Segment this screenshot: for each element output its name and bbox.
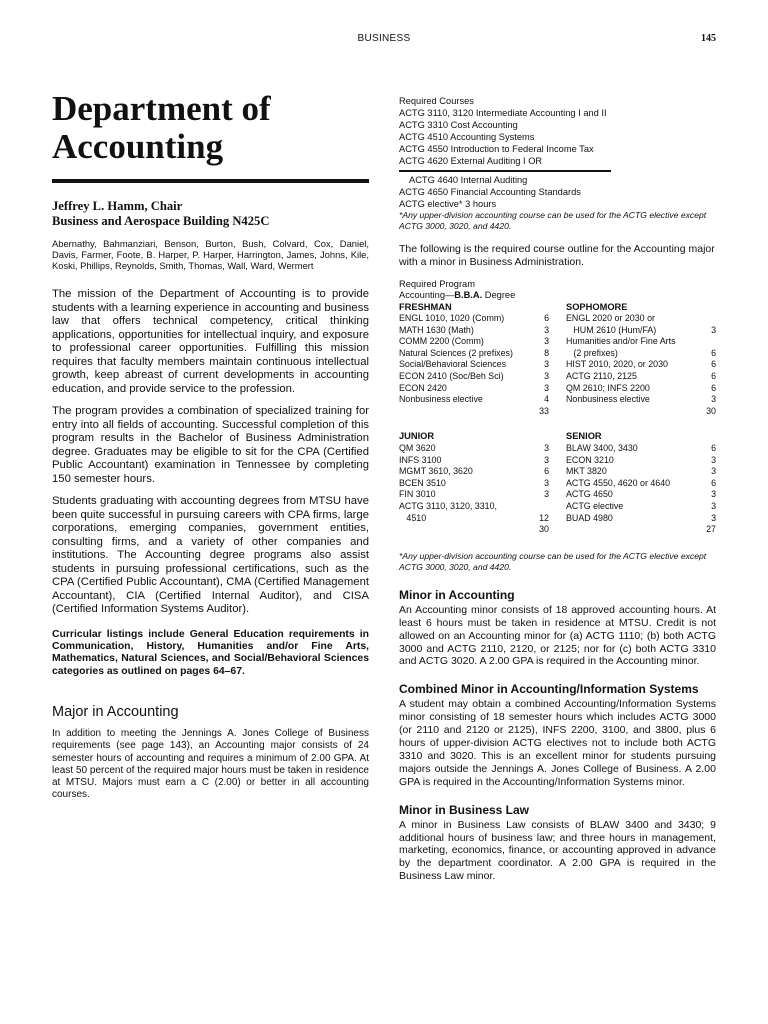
course-hours: 6 bbox=[711, 359, 716, 370]
course-hours bbox=[533, 501, 549, 513]
course-hours: 3 bbox=[544, 336, 549, 347]
course-hours: 3 bbox=[711, 512, 716, 523]
total-hours: 27 bbox=[706, 524, 716, 535]
course-row bbox=[399, 478, 549, 490]
course-row bbox=[566, 348, 716, 360]
course-row bbox=[399, 348, 549, 360]
required-course-item: ACTG 4640 Internal Auditing bbox=[409, 174, 528, 185]
minor-business-law-heading: Minor in Business Law bbox=[399, 802, 530, 817]
required-course-item: ACTG 4620 External Auditing I OR bbox=[399, 156, 543, 166]
total-spacer bbox=[399, 524, 533, 536]
total-spacer bbox=[399, 406, 533, 418]
course-name: ENGL 2020 or 2030 or bbox=[566, 313, 655, 324]
year-grid-lower bbox=[399, 431, 716, 535]
course-name: (2 prefixes) bbox=[566, 347, 618, 358]
course-row bbox=[399, 489, 549, 501]
freshman-column bbox=[399, 302, 549, 418]
course-name: QM 3620 bbox=[399, 443, 436, 454]
course-row bbox=[399, 466, 549, 478]
required-course-item: ACTG elective* 3 hours bbox=[399, 198, 497, 209]
course-hours: 8 bbox=[544, 347, 549, 358]
course-hours: 3 bbox=[544, 382, 549, 393]
required-courses-rule bbox=[399, 170, 611, 172]
course-name: Social/Behavioral Sciences bbox=[399, 359, 507, 370]
course-hours: 3 bbox=[544, 371, 549, 382]
course-row bbox=[566, 478, 716, 490]
course-name: ACTG elective bbox=[566, 501, 624, 511]
total-spacer bbox=[566, 524, 700, 536]
course-hours: 6 bbox=[711, 443, 716, 454]
course-row bbox=[399, 455, 549, 467]
sophomore-column bbox=[566, 302, 716, 418]
course-row bbox=[399, 359, 549, 371]
course-name: Nonbusiness elective bbox=[566, 394, 650, 405]
degree-prefix: Accounting— bbox=[399, 290, 455, 300]
curricular-note: Curricular listings include General Education requirements in Communication, History, Humanities and/or Fine Arts, Mathematics, Natural Sciences, and Social/Behavioral Sciences categories as outlined on pages 64–67. bbox=[52, 628, 369, 677]
course-row bbox=[399, 336, 549, 348]
course-name: HUM 2610 (Hum/FA) bbox=[566, 324, 657, 335]
course-hours: 6 bbox=[711, 382, 716, 393]
course-name: ACTG 4550, 4620 or 4640 bbox=[566, 477, 671, 488]
course-name: ACTG 4650 bbox=[566, 489, 613, 500]
course-hours: 6 bbox=[544, 466, 549, 477]
course-name: Nonbusiness elective bbox=[399, 394, 483, 405]
course-hours: 6 bbox=[711, 371, 716, 382]
senior-column bbox=[566, 431, 716, 535]
program-title bbox=[399, 279, 716, 302]
course-row bbox=[399, 325, 549, 337]
minor-business-law-body: A minor in Business Law consists of BLAW 3400 and 3430; 9 additional hours of business law; and three hours in management, marketing, economics, finance, or accounting approved in advance by the department coordinator. A 2.00 GPA is required in the Business Law minor. bbox=[399, 818, 716, 883]
page-number: 145 bbox=[701, 33, 716, 44]
senior-heading: SENIOR bbox=[566, 431, 602, 442]
course-row bbox=[566, 336, 716, 348]
course-name: FIN 3010 bbox=[399, 489, 436, 500]
total-hours: 30 bbox=[539, 524, 549, 535]
total-spacer bbox=[566, 406, 700, 418]
course-name: ACTG 3110, 3120, 3310, bbox=[399, 501, 498, 511]
total-row bbox=[566, 524, 716, 536]
page-header bbox=[0, 33, 768, 49]
course-name: ENGL 1010, 1020 (Comm) bbox=[399, 313, 505, 324]
course-row bbox=[566, 359, 716, 371]
outline-intro: The following is the required course outline for the Accounting major with a minor in Business Administration. bbox=[399, 242, 715, 268]
course-name: BCEN 3510 bbox=[399, 477, 446, 488]
minor-combined-body: A student may obtain a combined Accounting/Information Systems minor consisting of 18 semester hours which includes ACTG 3000 (or 2110 and 2120 or 2125), INFS 2200, 3100, and 3800, plus 6 hours of upper-division ACTG electives not to include both ACTG 3310 and 3020. This is an excellent minor for students pursuing majors outside the Jennings A. Jones College of Business. A 2.00 GPA is required in the Accounting/Information Systems minor. bbox=[399, 698, 716, 788]
department-title-line1: Department of bbox=[52, 89, 271, 128]
course-row bbox=[566, 513, 716, 525]
required-course-item: ACTG 3110, 3120 Intermediate Accounting I and II bbox=[399, 108, 607, 118]
course-hours: 6 bbox=[711, 477, 716, 488]
total-row bbox=[399, 406, 549, 418]
junior-heading: JUNIOR bbox=[399, 431, 435, 442]
minor-combined-heading: Combined Minor in Accounting/Information Systems bbox=[399, 682, 699, 697]
course-hours: 3 bbox=[544, 477, 549, 488]
course-hours: 3 bbox=[711, 466, 716, 477]
course-row bbox=[566, 443, 716, 455]
degree-suffix: Degree bbox=[482, 290, 516, 300]
course-row bbox=[566, 394, 716, 406]
junior-column bbox=[399, 431, 549, 535]
title-rule bbox=[52, 179, 369, 183]
sophomore-heading: SOPHOMORE bbox=[566, 301, 628, 312]
year-grid-upper bbox=[399, 302, 716, 418]
building-location: Business and Aerospace Building N425C bbox=[52, 214, 270, 228]
program-footnote: *Any upper-division accounting course can be used for the ACTG elective except ACTG 3000, 3020, and 4420. bbox=[399, 550, 707, 573]
course-name: MATH 1630 (Math) bbox=[399, 324, 474, 335]
course-hours: 3 bbox=[711, 501, 716, 511]
course-name: COMM 2200 (Comm) bbox=[399, 336, 484, 347]
degree-abbrev: B.B.A. bbox=[454, 290, 483, 300]
minor-accounting-body: An Accounting minor consists of 18 approved accounting hours. At least 6 hours must be taken in residence at MTSU. Credit is not allowed on an Accounting minor for (a) ACTG 1110; (b) both ACTG 3000 and ACTG 2110, 2120, or 2125; nor for (c) both ACTG 3310 and ACTG 3020. A 2.00 GPA is required in the Accounting minor. bbox=[399, 603, 716, 668]
faculty-list: Abernathy, Bahmanziari, Benson, Burton, Bush, Colvard, Cox, Daniel, Davis, Farmer, Foote, B. Harper, P. Harper, Harrington, James, Johns, Kile, Koski, Phillips, Reynolds, Smith, Thomas, Wall, Ward, Wermert bbox=[52, 238, 369, 271]
total-hours: 30 bbox=[706, 405, 716, 416]
required-course-item: ACTG 3310 Cost Accounting bbox=[399, 120, 518, 130]
course-row bbox=[399, 394, 549, 406]
total-row bbox=[399, 524, 549, 536]
course-row bbox=[566, 466, 716, 478]
required-course-item: ACTG 4650 Financial Accounting Standards bbox=[399, 186, 581, 197]
course-hours: 4 bbox=[544, 394, 549, 405]
course-name: ECON 3210 bbox=[566, 454, 614, 465]
department-title-line2: Accounting bbox=[52, 127, 224, 166]
total-row bbox=[566, 406, 716, 418]
course-hours: 6 bbox=[544, 313, 549, 324]
course-name: BLAW 3400, 3430 bbox=[566, 443, 638, 454]
left-column bbox=[52, 90, 369, 801]
course-name: HIST 2010, 2020, or 2030 bbox=[566, 359, 668, 370]
course-row bbox=[399, 443, 549, 455]
careers-paragraph: Students graduating with accounting degrees from MTSU have been quite successful in pursuing careers with CPA firms, large corporations, emerging companies, government entities, consulting firms, and a variety of other companies and institutions. The Accounting degree programs also assist students in pursuing professional certifications, such as the CPA (Certified Public Accountant), CMA (Certified Management Accountant), CIA (Certified Internal Auditor), and CISA (Certified Information Systems Auditor). bbox=[52, 495, 369, 615]
mission-paragraph: The mission of the Department of Accounting is to provide students with a learning experience in accounting and business law that offers technical competency, critical thinking applications, opportunities for intellectual inquiry, and exposure to professional career opportunities. Fulfilling this mission requires that faculty members maintain continuous intellectual growth, keep abreast of current developments in accounting education, and provide service to the profession. bbox=[52, 288, 369, 395]
course-row bbox=[566, 489, 716, 501]
required-course-item: ACTG 4550 Introduction to Federal Income Tax bbox=[399, 144, 594, 154]
right-column bbox=[399, 95, 716, 883]
freshman-heading: FRESHMAN bbox=[399, 301, 452, 312]
total-hours: 33 bbox=[539, 405, 549, 416]
course-row bbox=[399, 501, 549, 513]
course-name: BUAD 4980 bbox=[566, 512, 613, 523]
chair-name: Jeffrey L. Hamm, Chair bbox=[52, 199, 183, 213]
course-row bbox=[566, 501, 716, 513]
course-hours bbox=[700, 336, 716, 348]
course-hours: 6 bbox=[711, 347, 716, 358]
elective-footnote: *Any upper-division accounting course can be used for the ACTG elective except ACTG 3000, 3020, and 4420. bbox=[399, 209, 707, 231]
required-courses-heading: Required Courses bbox=[399, 96, 474, 106]
course-hours: 3 bbox=[711, 454, 716, 465]
course-row bbox=[399, 371, 549, 383]
major-heading: Major in Accounting bbox=[52, 704, 179, 721]
course-row bbox=[566, 313, 716, 325]
course-name: INFS 3100 bbox=[399, 454, 442, 465]
course-name: MGMT 3610, 3620 bbox=[399, 466, 473, 477]
course-hours: 3 bbox=[544, 489, 549, 500]
required-courses bbox=[399, 95, 716, 233]
course-hours: 3 bbox=[544, 359, 549, 370]
course-name: Humanities and/or Fine Arts bbox=[566, 336, 676, 347]
major-body: In addition to meeting the Jennings A. Jones College of Business requirements (see page 143), an Accounting major consists of 24 semester hours of accounting and requires a minimum of 2.00 GPA. At least 50 percent of the required major hours must be taken in residence at MTSU. Majors must earn a C (2.00) or better in all accounting courses. bbox=[52, 728, 369, 801]
course-name: 4510 bbox=[399, 512, 427, 523]
minor-accounting-heading: Minor in Accounting bbox=[399, 587, 515, 602]
course-name: ECON 2410 (Soc/Beh Sci) bbox=[399, 371, 504, 382]
course-hours: 3 bbox=[544, 443, 549, 454]
course-hours bbox=[700, 313, 716, 325]
course-name: ACTG 2110, 2125 bbox=[566, 371, 637, 382]
program-degree bbox=[399, 290, 716, 302]
required-course-item: ACTG 4510 Accounting Systems bbox=[399, 132, 535, 142]
course-name: ECON 2420 bbox=[399, 382, 447, 393]
course-name: MKT 3820 bbox=[566, 466, 607, 477]
course-hours: 3 bbox=[544, 324, 549, 335]
course-hours: 3 bbox=[711, 489, 716, 500]
course-row bbox=[399, 513, 549, 525]
course-row bbox=[566, 383, 716, 395]
course-name: Natural Sciences (2 prefixes) bbox=[399, 347, 513, 358]
course-row bbox=[399, 383, 549, 395]
program-paragraph: The program provides a combination of specialized training for entry into all fields of accounting. Successful completion of this program results in the Bachelor of Business Administration degree. Graduates may be eligible to sit for the CPA (Certified Public Accountant) examination in Tennessee by completing 150 semester hours. bbox=[52, 405, 369, 485]
course-row bbox=[566, 455, 716, 467]
chair-block bbox=[52, 199, 369, 229]
course-hours: 3 bbox=[711, 324, 716, 335]
section-title: BUSINESS bbox=[357, 33, 411, 44]
program-label: Required Program bbox=[399, 278, 475, 289]
course-hours: 12 bbox=[539, 512, 549, 523]
course-row bbox=[566, 325, 716, 337]
course-hours: 3 bbox=[544, 454, 549, 465]
course-name: QM 2610; INFS 2200 bbox=[566, 382, 650, 393]
course-hours: 3 bbox=[711, 394, 716, 405]
course-row bbox=[399, 313, 549, 325]
department-title bbox=[52, 90, 369, 166]
course-row bbox=[566, 371, 716, 383]
